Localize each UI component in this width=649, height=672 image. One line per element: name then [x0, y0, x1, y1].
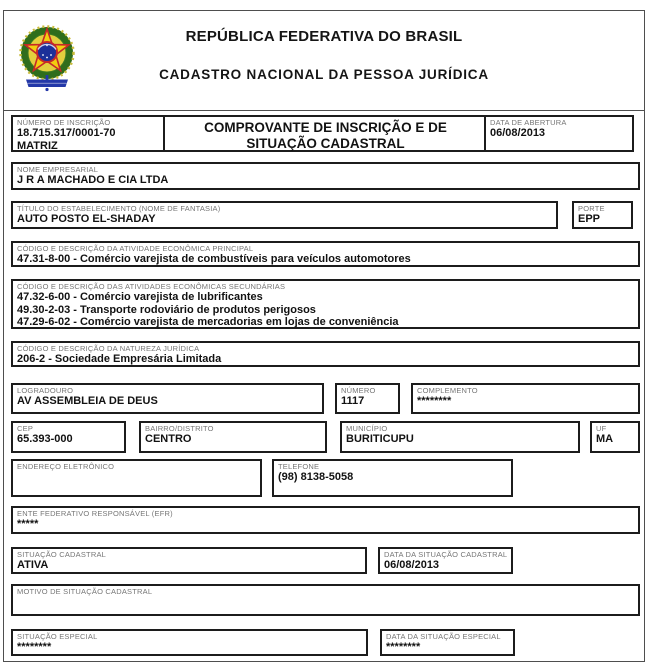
- atividades-secundarias-field: [11, 279, 640, 329]
- situacao-especial-value: ********: [17, 641, 52, 653]
- situacao-especial-label: SITUAÇÃO ESPECIAL: [17, 632, 98, 641]
- natureza-juridica-value: 206-2 - Sociedade Empresária Limitada: [17, 353, 222, 365]
- republic-title: REPÚBLICA FEDERATIVA DO BRASIL: [185, 28, 463, 45]
- complemento-field: [411, 383, 640, 414]
- telefone-value: (98) 8138-5058: [278, 471, 354, 483]
- motivo-situacao-label: MOTIVO DE SITUAÇÃO CADASTRAL: [17, 587, 153, 596]
- nome-empresarial-field: [11, 162, 640, 190]
- cep-field: [11, 421, 126, 453]
- municipio-value: BURITICUPU: [346, 433, 414, 445]
- cep-row: [11, 421, 640, 453]
- atividade-principal-label: CÓDIGO E DESCRIÇÃO DA ATIVIDADE ECONÔMICA PRINCIPAL: [17, 244, 254, 253]
- municipio-label: MUNICÍPIO: [346, 424, 388, 433]
- form-content: [4, 111, 644, 656]
- nome-empresarial-value: J R A MACHADO E CIA LTDA: [17, 174, 169, 186]
- atividade-principal-value: 47.31-8-00 - Comércio varejista de combustíveis para veículos automotores: [17, 253, 411, 265]
- porte-field: [572, 201, 633, 229]
- uf-label: UF: [596, 424, 607, 433]
- numero-inscricao-field: [13, 117, 163, 150]
- document-title: COMPROVANTE DE INSCRIÇÃO E DE SITUAÇÃO CADASTRAL: [204, 120, 447, 151]
- nome-empresarial-label: NOME EMPRESARIAL: [17, 165, 99, 174]
- efr-label: ENTE FEDERATIVO RESPONSÁVEL (EFR): [17, 509, 173, 518]
- data-situacao-cadastral-field: [378, 547, 513, 574]
- porte-label: PORTE: [578, 204, 605, 213]
- contact-row: [11, 459, 640, 497]
- uf-value: MA: [596, 433, 614, 445]
- data-abertura-field: [484, 117, 632, 150]
- endereco-eletronico-label: ENDEREÇO ELETRÔNICO: [17, 462, 115, 471]
- cep-value: 65.393-000: [17, 433, 73, 445]
- situacao-especial-field: [11, 629, 368, 656]
- municipio-field: [340, 421, 580, 453]
- data-situacao-cadastral-label: DATA DA SITUAÇÃO CADASTRAL: [384, 550, 508, 559]
- titulo-estabelecimento-field: [11, 201, 558, 229]
- logradouro-label: LOGRADOURO: [17, 386, 74, 395]
- numero-value: 1117: [341, 395, 365, 407]
- document-title-cell: [163, 117, 484, 150]
- uf-field: [590, 421, 640, 453]
- numero-field: [335, 383, 400, 414]
- situacao-cadastral-label: SITUAÇÃO CADASTRAL: [17, 550, 107, 559]
- data-situacao-especial-label: DATA DA SITUAÇÃO ESPECIAL: [386, 632, 501, 641]
- telefone-field: [272, 459, 513, 497]
- efr-value: *****: [17, 518, 39, 530]
- bairro-label: BAIRRO/DISTRITO: [145, 424, 214, 433]
- numero-label: NÚMERO: [341, 386, 376, 395]
- data-abertura-label: DATA DE ABERTURA: [490, 118, 567, 127]
- situacao-row: [11, 547, 640, 574]
- natureza-juridica-label: CÓDIGO E DESCRIÇÃO DA NATUREZA JURÍDICA: [17, 344, 200, 353]
- motivo-situacao-field: [11, 584, 640, 616]
- data-situacao-especial-value: ********: [386, 641, 421, 653]
- numero-inscricao-label: NÚMERO DE INSCRIÇÃO: [17, 118, 111, 127]
- address-row: [11, 383, 640, 414]
- atividade-secundaria-1: 47.32-6-00 - Comércio varejista de lubrificantes: [17, 291, 263, 303]
- situacao-cadastral-field: [11, 547, 367, 574]
- situacao-especial-row: [11, 629, 640, 656]
- telefone-label: TELEFONE: [278, 462, 320, 471]
- complemento-value: ********: [417, 395, 452, 407]
- document-header: [4, 11, 644, 111]
- logradouro-value: AV ASSEMBLEIA DE DEUS: [17, 395, 158, 407]
- data-abertura-value: 06/08/2013: [490, 127, 546, 139]
- atividade-principal-field: [11, 241, 640, 267]
- data-situacao-cadastral-value: 06/08/2013: [384, 559, 440, 571]
- inscription-row: [11, 115, 634, 152]
- matriz-value: MATRIZ: [17, 139, 58, 152]
- titulo-estabelecimento-value: AUTO POSTO EL-SHADAY: [17, 213, 156, 225]
- data-situacao-especial-field: [380, 629, 515, 656]
- bairro-value: CENTRO: [145, 433, 192, 445]
- natureza-juridica-field: [11, 341, 640, 367]
- atividade-secundaria-2: 49.30-2-03 - Transporte rodoviário de produtos perigosos: [17, 303, 316, 316]
- titulo-porte-row: [11, 201, 633, 229]
- titulo-estabelecimento-label: TÍTULO DO ESTABELECIMENTO (NOME DE FANTASIA): [17, 204, 221, 213]
- cnpj-title: CADASTRO NACIONAL DA PESSOA JURÍDICA: [159, 67, 489, 82]
- atividade-secundaria-3: 47.29-6-02 - Comércio varejista de mercadorias em lojas de conveniência: [17, 316, 399, 328]
- numero-inscricao-value: 18.715.317/0001-70: [17, 127, 116, 139]
- situacao-cadastral-value: ATIVA: [17, 559, 49, 571]
- brazil-coat-of-arms-icon: [18, 25, 76, 98]
- efr-field: [11, 506, 640, 534]
- complemento-label: COMPLEMENTO: [417, 386, 478, 395]
- porte-value: EPP: [578, 213, 601, 225]
- endereco-eletronico-field: [11, 459, 262, 497]
- logradouro-field: [11, 383, 324, 414]
- bairro-field: [139, 421, 327, 453]
- cnpj-certificate-page: [3, 10, 645, 662]
- cep-label: CEP: [17, 424, 34, 433]
- atividades-secundarias-label: CÓDIGO E DESCRIÇÃO DAS ATIVIDADES ECONÔMICAS SECUNDÁRIAS: [17, 282, 286, 291]
